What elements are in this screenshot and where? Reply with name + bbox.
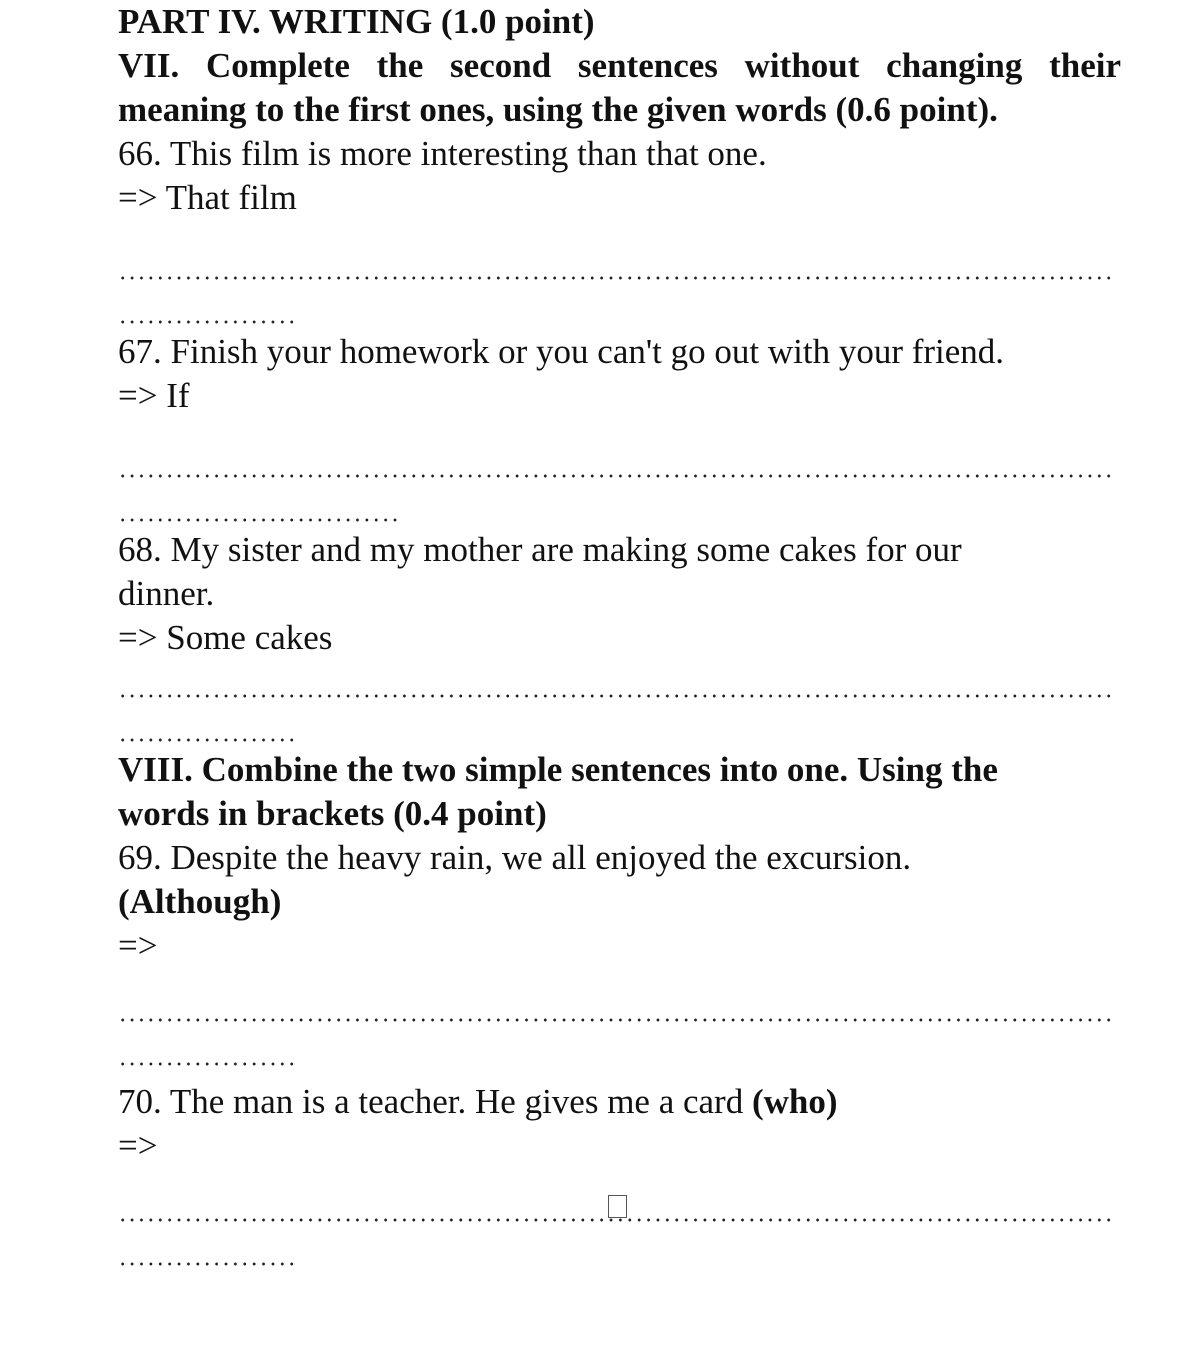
question-66-dots-short (118, 320, 296, 324)
question-66-answer-line[interactable] (118, 242, 1121, 286)
question-66-prompt: 66. This film is more interesting than that one. (118, 134, 767, 173)
question-67-answer-line-end[interactable] (118, 484, 1121, 528)
question-68-answer-line[interactable] (118, 660, 1121, 704)
question-66-answer-line-end[interactable] (118, 286, 1121, 330)
question-68-answer-line-end[interactable] (118, 704, 1121, 748)
question-69-answer-line-end[interactable] (118, 1028, 1121, 1072)
question-69-answer-line[interactable] (118, 984, 1121, 1028)
question-69-dots-short (118, 1062, 296, 1066)
section-vii-heading-line1: VII. Complete the second sentences without changing their (118, 46, 1121, 85)
question-69-dots-long (118, 1018, 1113, 1022)
question-70-dots-long (118, 1218, 1113, 1222)
question-69-prompt: 69. Despite the heavy rain, we all enjoyed the excursion. (118, 838, 912, 877)
question-66-dots-long (118, 276, 1113, 280)
question-67-answer-line[interactable] (118, 440, 1121, 484)
question-67-dots-long (118, 474, 1113, 478)
question-70-answer-line-end[interactable] (118, 1228, 1121, 1272)
question-70-prompt (118, 1080, 1121, 1124)
section-viii-heading-line1: VIII. Combine the two simple sentences into one. Using the (118, 750, 998, 789)
question-69-start: => (118, 926, 158, 965)
question-70-prompt-text: 70. The man is a teacher. He gives me a card (118, 1082, 752, 1121)
question-67-start: => If (118, 376, 190, 415)
question-70-hint: (who) (751, 1082, 838, 1121)
section-viii-heading-line2: words in brackets (0.4 point) (118, 794, 547, 833)
question-68-start: => Some cakes (118, 618, 333, 657)
question-69-hint: (Although) (118, 882, 282, 921)
question-70-dots-short (118, 1262, 296, 1266)
part-title: PART IV. WRITING (1.0 point) (118, 2, 595, 41)
question-70-start: => (118, 1126, 158, 1165)
question-67-dots-short (118, 518, 400, 522)
question-68-prompt-line2: dinner. (118, 574, 215, 613)
question-68-dots-long (118, 694, 1113, 698)
section-vii-heading-line2: meaning to the first ones, using the given words (0.6 point). (118, 90, 998, 129)
question-68-prompt-line1: 68. My sister and my mother are making some cakes for our (118, 530, 962, 569)
checkbox-icon[interactable] (608, 1195, 627, 1218)
question-68-dots-short (118, 738, 296, 742)
question-67-prompt: 67. Finish your homework or you can't go out with your friend. (118, 332, 1005, 371)
worksheet-page (118, 0, 1121, 1272)
question-66-start: => That film (118, 178, 297, 217)
